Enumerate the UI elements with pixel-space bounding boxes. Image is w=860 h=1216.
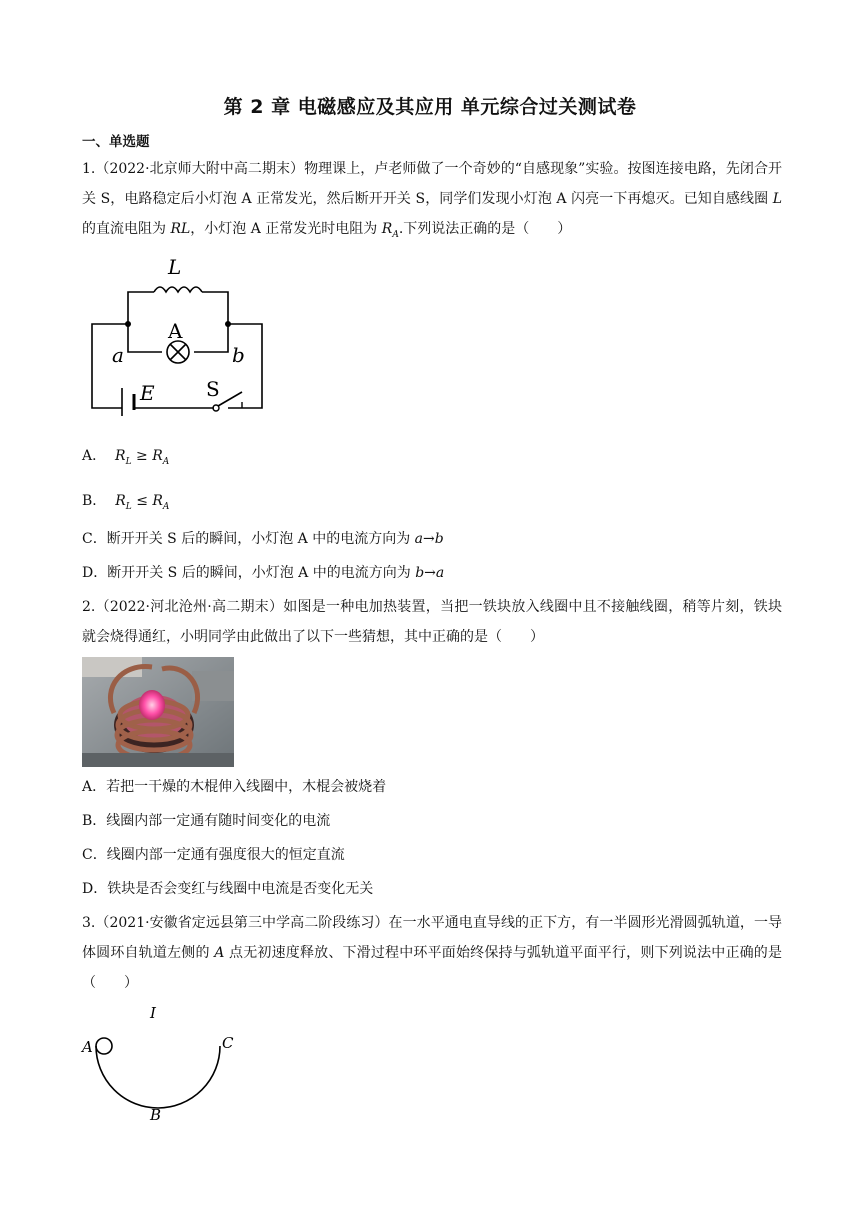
question-3-text: 3.（2021·安徽省定远县第三中学高二阶段练习）在一水平通电直导线的正下方，有一半圆形光滑圆弧轨道，一导体圆环自轨道左侧的 A 点无初速度释放、下滑过程中环平面始终保持与弧轨道平面平行，则下列说法中正确的是（ ） xyxy=(82,915,782,991)
label-point-B: B xyxy=(150,1106,162,1124)
label-point-C: C xyxy=(222,1034,234,1052)
question-1-text: 1.（2022·北京师大附中高二期末）物理课上，卢老师做了一个奇妙的“自感现象”实验。按图连接电路，先闭合开关 S，电路稳定后小灯泡 A 正常发光，然后断开开关 S，同学们发现小灯泡 A 闪亮一下再熄灭。已知自感线圈 L 的直流电阻为 RL，小灯泡 A 正常发光时电阻为 $R_A$.下列说法正确的是（ ） xyxy=(82,161,782,240)
q1-option-a[interactable]: A． $R_L \ge R_A$ xyxy=(82,448,170,467)
semicircular-track-diagram xyxy=(80,1002,242,1124)
q1-option-b[interactable]: B． $R_L \le R_A$ xyxy=(82,493,170,512)
q1-option-c[interactable]: C．断开开关 S 后的瞬间，小灯泡 A 中的电流方向为 a→b xyxy=(82,531,444,547)
q2-option-a[interactable]: A．若把一干燥的木棍伸入线圈中，木棍会被烧着 xyxy=(82,779,387,795)
q2-option-c[interactable]: C．线圈内部一定通有强度很大的恒定直流 xyxy=(82,847,345,863)
q2-option-d[interactable]: D．铁块是否会变红与线圈中电流是否变化无关 xyxy=(82,881,374,897)
label-E: E xyxy=(140,381,155,405)
question-2-text: 2.（2022·河北沧州·高二期末）如图是一种电加热装置，当把一铁块放入线圈中且不接触线圈，稍等片刻，铁块就会烧得通红，小明同学由此做出了以下一些猜想，其中正确的是（ ） xyxy=(82,599,782,645)
section-heading: 一、单选题 xyxy=(82,134,150,150)
label-L: L xyxy=(168,255,182,279)
label-point-A: A xyxy=(82,1038,93,1056)
label-S: S xyxy=(206,377,220,401)
page-title: 第 2 章 电磁感应及其应用 单元综合过关测试卷 xyxy=(223,96,637,118)
label-A: A xyxy=(168,319,183,343)
induction-heater-photo xyxy=(82,657,234,767)
label-b: b xyxy=(232,343,245,367)
q2-option-b[interactable]: B．线圈内部一定通有随时间变化的电流 xyxy=(82,813,331,829)
label-current-I: I xyxy=(150,1004,156,1022)
label-a: a xyxy=(112,343,124,367)
circuit-diagram xyxy=(82,252,272,418)
q1-option-d[interactable]: D．断开开关 S 后的瞬间，小灯泡 A 中的电流方向为 b→a xyxy=(82,565,445,581)
